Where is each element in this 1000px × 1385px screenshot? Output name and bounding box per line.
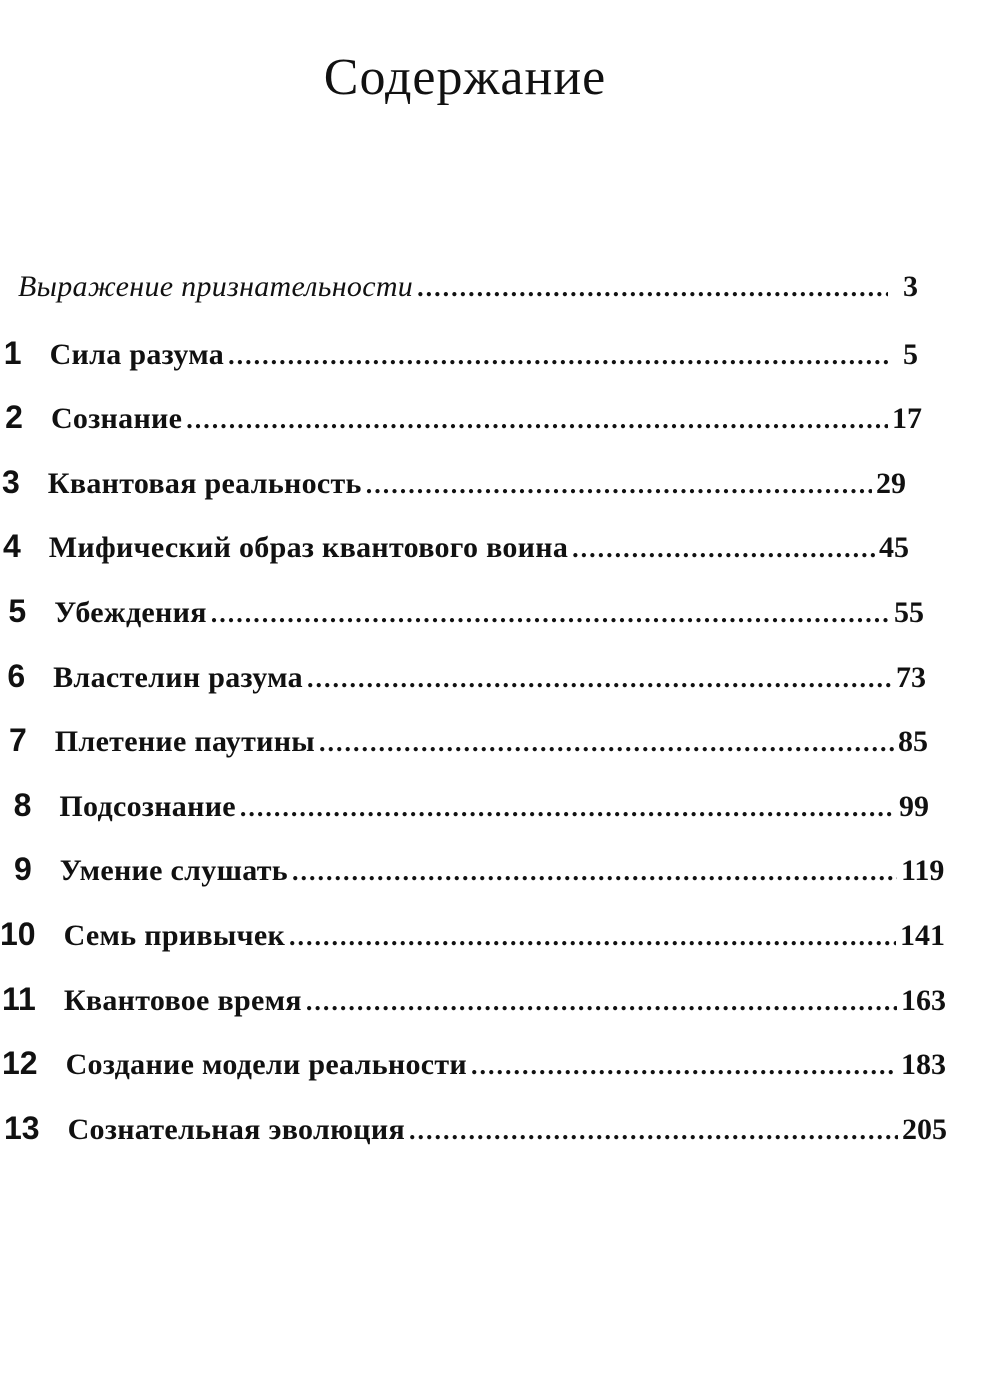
dot-leader xyxy=(366,470,872,500)
toc-entry-page: 45 xyxy=(879,531,909,565)
dot-leader xyxy=(240,793,895,823)
chapter-number: 7 xyxy=(9,722,27,759)
toc-entry-chapter-1 xyxy=(0,335,1000,400)
dot-leader xyxy=(572,534,875,564)
chapter-number: 13 xyxy=(4,1109,40,1146)
toc-entry-page: 5 xyxy=(903,337,918,371)
toc-entry-chapter-12 xyxy=(0,1045,1000,1110)
toc-entry-title: Мифический образ квантового воина xyxy=(48,531,569,565)
toc-entry-page: 99 xyxy=(899,789,929,823)
toc-entry-page: 141 xyxy=(900,918,945,952)
dot-leader xyxy=(319,728,894,758)
toc-entry-title: Сознание xyxy=(50,402,183,436)
toc-entry-page: 163 xyxy=(901,983,946,1017)
toc-entry-chapter-10 xyxy=(0,916,1000,981)
toc-entry-chapter-3 xyxy=(0,464,1000,529)
dot-leader xyxy=(409,1116,898,1146)
chapter-number: 5 xyxy=(8,592,27,629)
toc-entry-chapter-2 xyxy=(0,399,1000,464)
dot-leader xyxy=(417,273,888,303)
toc-entry-page: 17 xyxy=(892,402,922,436)
chapter-number: 12 xyxy=(2,1045,38,1082)
chapter-number: 10 xyxy=(0,915,36,952)
toc-entry-acknowledgements xyxy=(0,270,1000,335)
toc-entry-title: Выражение признательности xyxy=(18,270,414,303)
toc-entry-chapter-4 xyxy=(0,528,1000,593)
toc-entry-page: 55 xyxy=(894,595,924,629)
dot-leader xyxy=(292,857,897,887)
chapter-number: 6 xyxy=(7,657,26,694)
toc-entry-title: Подсознание xyxy=(59,789,236,823)
dot-leader xyxy=(289,922,896,952)
toc-entry-chapter-8 xyxy=(0,787,1000,852)
toc-entry-title: Создание модели реальности xyxy=(65,1048,467,1082)
toc-entry-title: Квантовое время xyxy=(63,983,302,1017)
toc-entry-page: 205 xyxy=(902,1112,947,1146)
toc-entry-page: 119 xyxy=(901,854,945,888)
toc-entry-chapter-13 xyxy=(0,1110,1000,1175)
toc-entry-chapter-9 xyxy=(0,851,1000,916)
dot-leader xyxy=(211,599,890,629)
chapter-number: 3 xyxy=(2,463,20,500)
toc-entry-page: 73 xyxy=(896,660,926,694)
page-title: Содержание xyxy=(323,49,607,106)
dot-leader xyxy=(307,664,892,694)
toc-entry-title: Сила разума xyxy=(49,337,225,371)
dot-leader xyxy=(471,1051,897,1081)
chapter-number: 1 xyxy=(3,334,22,371)
toc-entry-chapter-7 xyxy=(0,722,1000,787)
toc-entry-chapter-11 xyxy=(0,981,1000,1046)
toc-entry-chapter-6 xyxy=(0,658,1000,723)
chapter-number: 11 xyxy=(2,980,36,1017)
toc-entry-page: 3 xyxy=(903,270,918,303)
toc-entry-page: 29 xyxy=(876,466,906,500)
dot-leader xyxy=(228,341,888,371)
toc-entry-title: Умение слушать xyxy=(59,854,288,888)
toc-entry-title: Убеждения xyxy=(54,595,207,629)
chapter-number: 4 xyxy=(3,528,21,565)
dot-leader xyxy=(186,405,888,435)
chapter-number: 8 xyxy=(13,786,32,823)
toc-entry-chapter-5 xyxy=(0,593,1000,658)
toc-entry-title: Сознательная эволюция xyxy=(67,1112,406,1146)
dot-leader xyxy=(306,987,897,1017)
toc-entry-title: Квантовая реальность xyxy=(47,466,362,500)
toc-entry-title: Властелин разума xyxy=(53,660,303,694)
toc-entry-page: 183 xyxy=(901,1048,946,1082)
chapter-number: 2 xyxy=(5,399,23,436)
toc-list xyxy=(0,270,1000,1174)
toc-entry-title: Плетение паутины xyxy=(54,725,316,759)
toc-entry-title: Семь привычек xyxy=(63,918,286,952)
toc-entry-page: 85 xyxy=(898,725,928,759)
chapter-number: 9 xyxy=(13,851,32,888)
